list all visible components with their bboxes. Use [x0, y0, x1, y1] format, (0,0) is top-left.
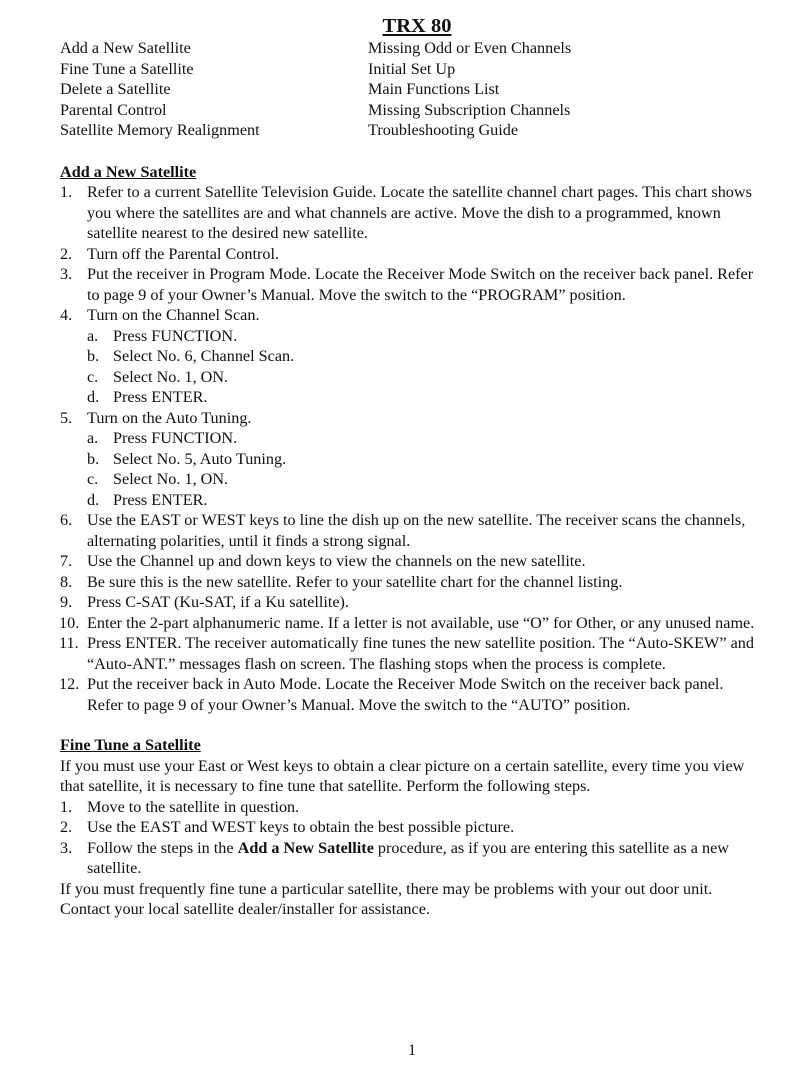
- toc-item: Fine Tune a Satellite: [60, 59, 194, 78]
- step-item: 5. Turn on the Auto Tuning. a. Press FUNCTION. b. Select No. 5, Auto Tuning. c. Select No. 1, ON. d. Press ENTER.: [60, 408, 760, 511]
- step-item: 6. Use the EAST or WEST keys to line the dish up on the new satellite. The receiver scans the channels, alternating polarities, until it finds a strong signal.: [60, 511, 746, 550]
- substep-item: a. Press FUNCTION.: [87, 326, 238, 345]
- toc-item: Troubleshooting Guide: [368, 121, 519, 139]
- step-item: 4. Turn on the Channel Scan. a. Press FUNCTION. b. Select No. 6, Channel Scan. c. Select No. 1, ON. d. Press ENTER.: [60, 305, 760, 408]
- add-satellite-heading: Add a New Satellite: [60, 162, 197, 181]
- substep-item: c. Select No. 1, ON.: [87, 367, 229, 386]
- substep-item: b. Select No. 6, Channel Scan.: [87, 347, 295, 365]
- fine-tune-intro: If you must use your East or West keys to obtain a clear picture on a certain satellite, every time you view that satellite, it is necessary to fine tune that satellite. Perform the following steps.: [60, 756, 745, 795]
- substep-list: [87, 326, 760, 408]
- step-item: 8. Be sure this is the new satellite. Refer to your satellite chart for the channel listing.: [60, 572, 623, 591]
- document-title: TRX 80: [382, 15, 452, 37]
- substep-item: d. Press ENTER.: [87, 490, 208, 509]
- step-item: 11. Press ENTER. The receiver automatically fine tunes the new satellite position. The “Auto-SKEW” and “Auto-ANT.” messages flash on screen. The flashing stops when the process is complete.: [59, 634, 754, 673]
- step-item: 3. Follow the steps in the Add a New Satellite procedure, as if you are entering this satellite as a new satellite.: [60, 838, 729, 877]
- document-page: [60, 14, 760, 920]
- toc-item: Add a New Satellite: [60, 39, 191, 57]
- procedure-reference: Add a New Satellite: [237, 838, 374, 857]
- toc-item: Delete a Satellite: [60, 80, 171, 98]
- toc-item: Satellite Memory Realignment: [60, 121, 260, 139]
- step-item: 1. Move to the satellite in question.: [60, 797, 300, 816]
- step-item: 1. Refer to a current Satellite Television Guide. Locate the satellite channel chart pages. This chart shows you where the satellites are and what channels are active. Move the dish to a programmed, known satellite nearest to the desired new satellite.: [60, 183, 752, 242]
- table-of-contents: [60, 38, 760, 141]
- step-item: 7. Use the Channel up and down keys to view the channels on the new satellite.: [60, 552, 586, 570]
- step-item: 2. Use the EAST and WEST keys to obtain the best possible picture.: [60, 818, 515, 836]
- step-item: 12. Put the receiver back in Auto Mode. Locate the Receiver Mode Switch on the receiver back panel. Refer to page 9 of your Owner’s Manual. Move the switch to the “AUTO” position.: [59, 675, 724, 714]
- toc-item: Parental Control: [60, 100, 167, 119]
- step-item: 9. Press C-SAT (Ku-SAT, if a Ku satellite).: [60, 593, 349, 611]
- substep-item: c. Select No. 1, ON.: [87, 470, 229, 488]
- fine-tune-heading: Fine Tune a Satellite: [60, 736, 201, 754]
- page-number: 1: [407, 1041, 417, 1059]
- fine-tune-steps: [60, 797, 760, 879]
- step-item: 10. Enter the 2-part alphanumeric name. If a letter is not available, use “O” for Other, or any unused name.: [59, 613, 755, 632]
- step-item: 2. Turn off the Parental Control.: [60, 244, 279, 263]
- add-satellite-steps: [60, 182, 760, 715]
- toc-item: Initial Set Up: [368, 59, 456, 78]
- substep-item: d. Press ENTER.: [87, 388, 208, 406]
- toc-item: Main Functions List: [368, 80, 500, 98]
- substep-list: [87, 428, 760, 510]
- substep-item: a. Press FUNCTION.: [87, 429, 238, 447]
- substep-item: b. Select No. 5, Auto Tuning.: [87, 449, 287, 468]
- step-item: 3. Put the receiver in Program Mode. Locate the Receiver Mode Switch on the receiver back panel. Refer to page 9 of your Owner’s Manual. Move the switch to the “PROGRAM” position.: [60, 265, 754, 304]
- toc-item: Missing Subscription Channels: [368, 100, 571, 119]
- fine-tune-outro: If you must frequently fine tune a particular satellite, there may be problems with your out door unit. Contact your local satellite dealer/installer for assistance.: [60, 879, 713, 918]
- toc-item: Missing Odd or Even Channels: [368, 39, 572, 57]
